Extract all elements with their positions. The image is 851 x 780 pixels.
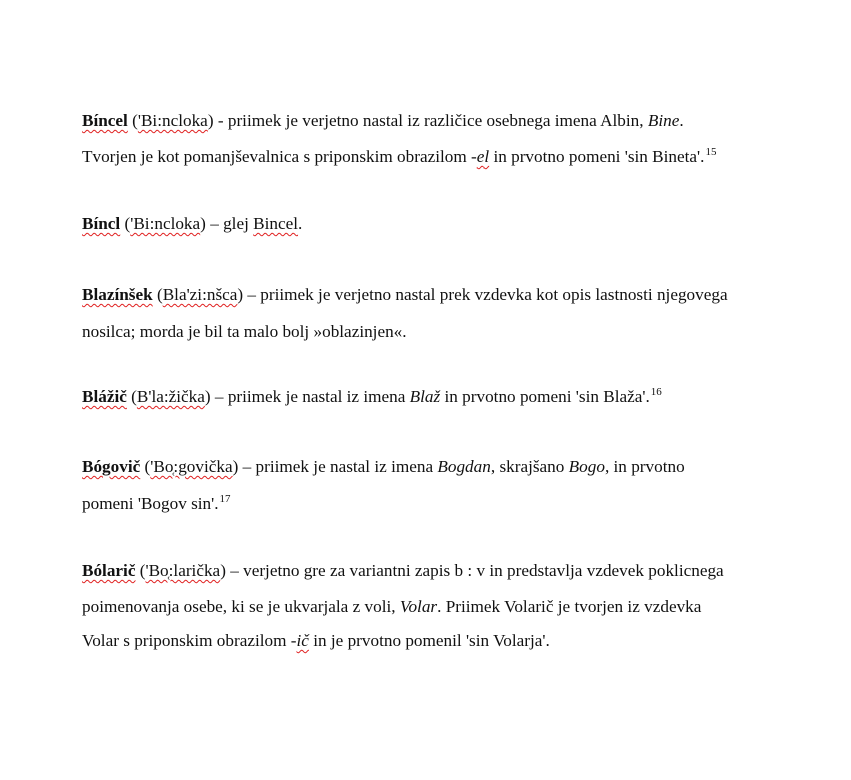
entry-blazic-line-1 (82, 387, 662, 409)
text-run: ) - priimek je verjetno nastal iz različice osebnega imena Albin, (207, 111, 648, 130)
headword: Blazínšek (82, 285, 153, 304)
italic-term: el (476, 147, 490, 166)
pronunciation: 'Bi:ncloka (137, 111, 208, 130)
entry-blazinsek-line-1 (82, 285, 728, 305)
text-run: . (679, 111, 684, 130)
italic-term: Volar (399, 597, 438, 616)
italic-term: Bogdan (437, 457, 491, 476)
headword: Bólarič (82, 561, 136, 580)
text-run: ) – priimek je verjetno nastal prek vzdevka kot opis lastnosti njegovega (237, 285, 728, 304)
pronunciation: Bincel (253, 214, 299, 233)
text-run: pomeni 'Bogov sin'. (82, 494, 219, 513)
italic-term: Blaž (409, 387, 441, 406)
text-run: , in prvotno (604, 457, 685, 476)
text-run: ( (135, 561, 146, 580)
text-run: ( (140, 457, 151, 476)
text-run: poimenovanja osebe, ki se je ukvarjala z voli, (82, 597, 400, 616)
entry-bincl-line-1 (82, 214, 302, 234)
pronunciation: 'Bi:ncloka (130, 214, 201, 233)
text-run: ) – glej (200, 214, 254, 233)
text-run: . Priimek Volarič je tvorjen iz vzdevka (437, 597, 702, 616)
text-run: ( (126, 387, 137, 406)
pronunciation: Bla'zi:nšca (162, 285, 238, 304)
text-run: in je prvotno pomenil 'sin Volarja'. (308, 631, 550, 650)
headword: Bíncl (82, 214, 121, 233)
entry-bincel-line-1 (82, 111, 684, 131)
entry-bincel-line-2 (82, 147, 716, 169)
text-run: , skrajšano (490, 457, 569, 476)
headword: Bógovič (82, 457, 141, 476)
text-run: in prvotno pomeni 'sin Blaža'. (440, 387, 650, 406)
text-run: ( (152, 285, 163, 304)
italic-term: Bine (647, 111, 680, 130)
text-run: in prvotno pomeni 'sin Bineta'. (489, 147, 705, 166)
text-run: ( (120, 214, 131, 233)
footnote-ref: 15 (705, 146, 717, 158)
footnote-ref: 17 (219, 493, 231, 505)
italic-term: Bogo (568, 457, 605, 476)
headword: Blážič (82, 387, 127, 406)
text-run: ) – priimek je nastal iz imena (204, 387, 410, 406)
text-run: ( (127, 111, 138, 130)
entry-bolaric-line-1 (82, 561, 724, 581)
entry-blazinsek-line-2 (82, 322, 407, 342)
headword: Bíncel (82, 111, 128, 130)
entry-bolaric-line-3 (82, 631, 550, 651)
pronunciation: B'la:žička (136, 387, 205, 406)
pronunciation: 'Bo̜:larička (145, 561, 221, 580)
italic-term: ič (296, 631, 309, 650)
text-run: Tvorjen je kot pomanjševalnica s priponskim obrazilom - (82, 147, 477, 166)
entry-bogovic-line-1 (82, 457, 685, 477)
entry-bogovic-line-2 (82, 494, 231, 516)
text-run: Volar s priponskim obrazilom - (82, 631, 297, 650)
text-run: ) – priimek je nastal iz imena (232, 457, 438, 476)
entry-bolaric-line-2 (82, 597, 701, 617)
text-run: . (298, 214, 303, 233)
text-run: ) – verjetno gre za variantni zapis b : v in predstavlja vzdevek poklicnega (220, 561, 724, 580)
pronunciation: 'Bo̜:govička (150, 457, 233, 476)
text-run: nosilca; morda je bil ta malo bolj »oblazinjen«. (82, 322, 407, 341)
footnote-ref: 16 (650, 386, 662, 398)
